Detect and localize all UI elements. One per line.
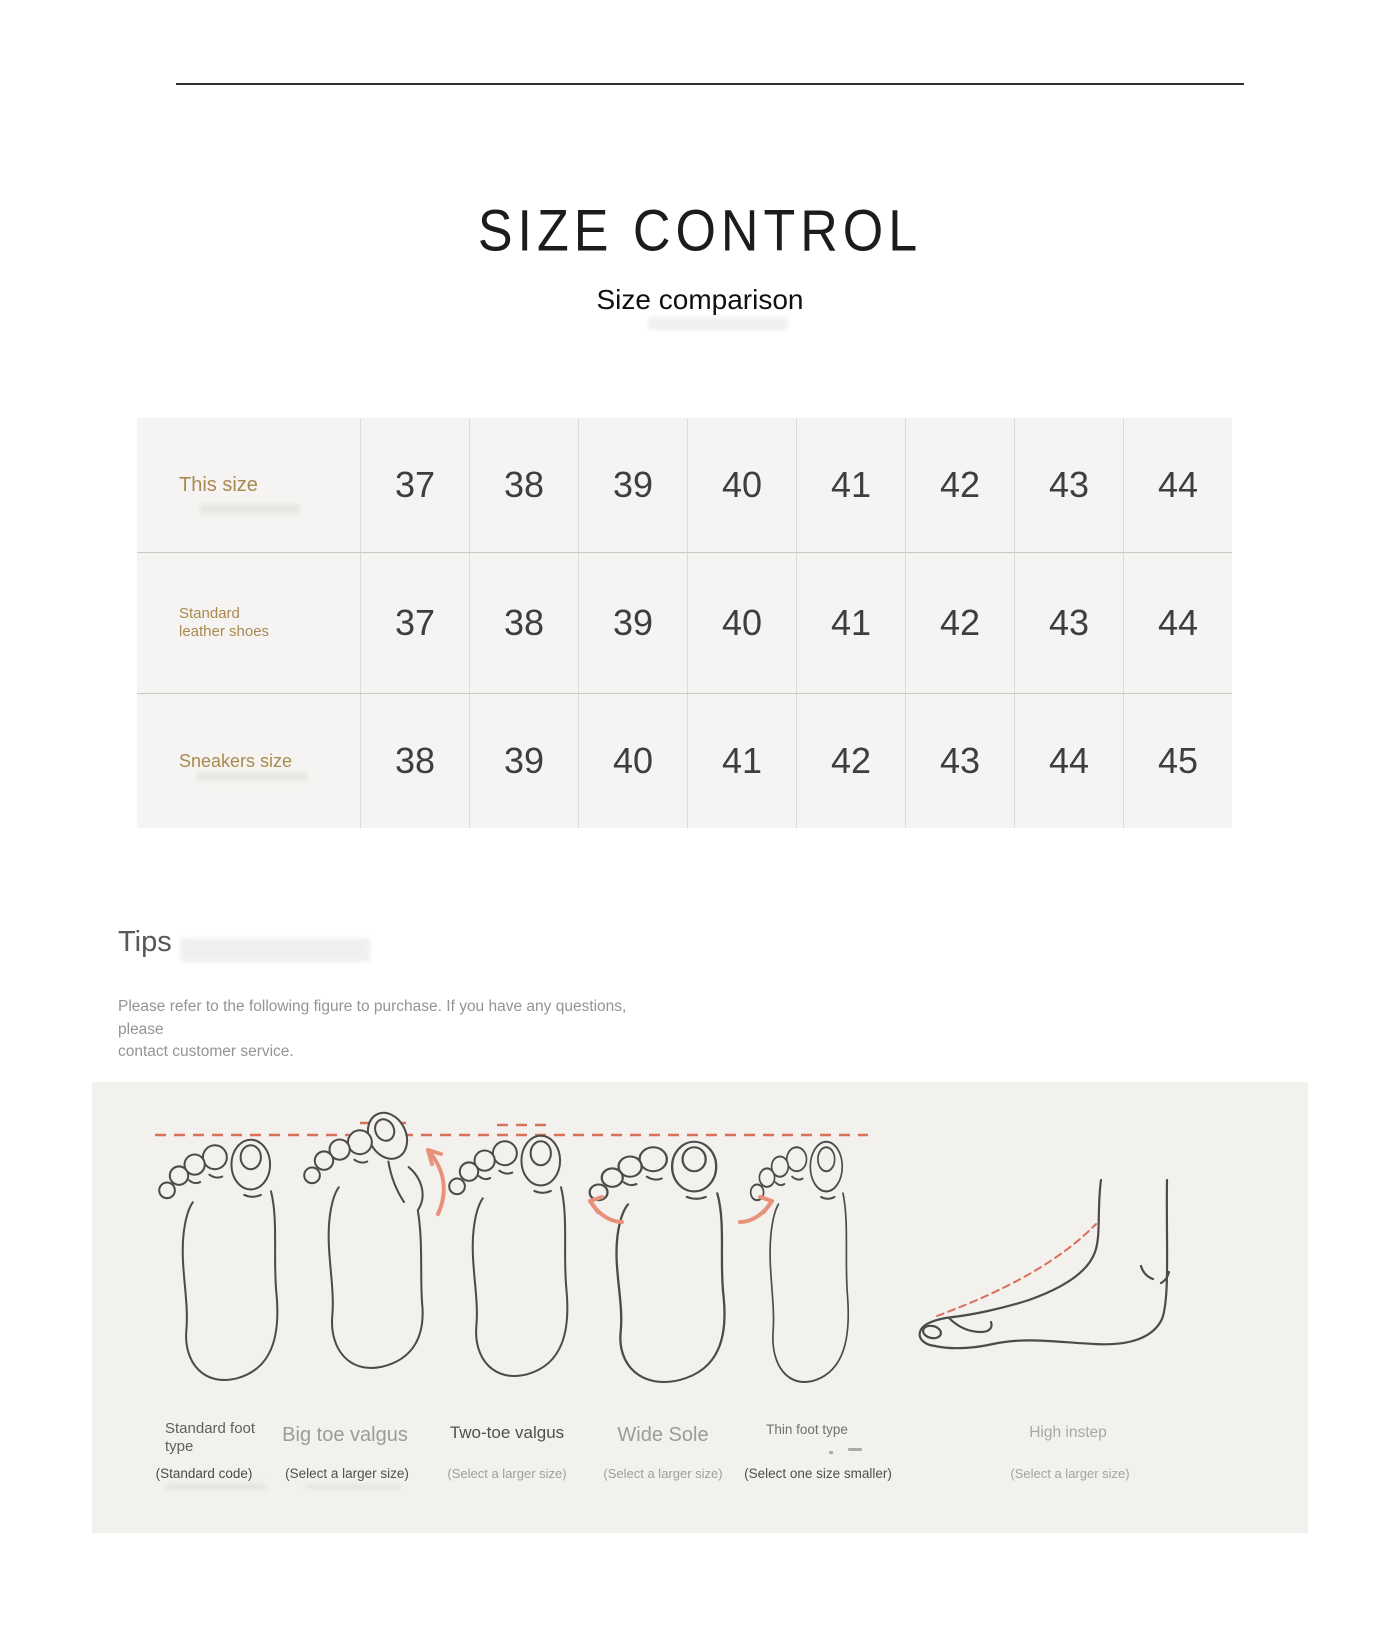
foot-caption-thin-foot: (Select one size smaller) (744, 1466, 892, 1481)
row-label-line: leather shoes (179, 623, 270, 640)
size-cell: 42 (796, 693, 905, 828)
size-cell: 38 (360, 693, 469, 828)
size-cell: 42 (905, 418, 1014, 552)
size-cell: 43 (905, 693, 1014, 828)
foot-two-toe-valgus-icon (449, 1136, 567, 1376)
foot-thin-icon (751, 1142, 849, 1382)
foot-caption-wide-sole: (Select a larger size) (603, 1466, 723, 1481)
size-cell: 43 (1014, 418, 1123, 552)
ghost-text-smudge (180, 938, 370, 962)
tips-body-line1: Please refer to the following figure to purchase. If you have any questions, please (118, 998, 627, 1038)
size-cell: 44 (1123, 418, 1232, 552)
foot-label-two-toe-valgus: Two-toe valgus (449, 1423, 565, 1442)
tips-heading: Tips (118, 926, 172, 958)
size-cell: 41 (796, 418, 905, 552)
row-label-line: Sneakers size (179, 750, 293, 771)
size-comparison-table (137, 418, 1232, 828)
size-cell: 45 (1123, 693, 1232, 828)
size-cell: 44 (1123, 552, 1232, 693)
size-cell: 37 (360, 418, 469, 552)
ghost-text-smudge (166, 1483, 266, 1490)
foot-caption-standard: (Standard code) (155, 1466, 253, 1481)
foot-label-thin-foot: Thin foot type (766, 1422, 848, 1437)
dashed-measure-line (155, 1123, 868, 1135)
row-label-line: This size (179, 473, 258, 496)
tips-body-line2: contact customer service. (118, 1043, 294, 1060)
foot-type-guide-panel (92, 1082, 1308, 1533)
ghost-text-smudge (196, 772, 308, 781)
size-cell: 38 (469, 552, 578, 693)
foot-label-standard: Standard foot type (165, 1420, 256, 1455)
foot-label-wide-sole: Wide Sole (617, 1424, 709, 1446)
foot-label-high-instep: High instep (1029, 1424, 1107, 1441)
wide-left-arrow (590, 1201, 622, 1222)
ghost-text-smudge (648, 317, 788, 330)
instep-dashed-line (937, 1224, 1096, 1316)
size-cell: 41 (796, 552, 905, 693)
ghost-dash-mark (829, 1451, 833, 1454)
size-cell: 39 (578, 418, 687, 552)
size-cell: 43 (1014, 552, 1123, 693)
size-cell: 41 (687, 693, 796, 828)
size-cell: 39 (578, 552, 687, 693)
size-cell: 39 (469, 693, 578, 828)
page-title: SIZE CONTROL (477, 199, 923, 265)
foot-standard-icon (159, 1140, 277, 1380)
foot-big-toe-valgus-icon (304, 1106, 422, 1368)
size-cell: 40 (687, 418, 796, 552)
foot-caption-two-toe-valgus: (Select a larger size) (447, 1466, 567, 1481)
foot-caption-big-toe-valgus: (Select a larger size) (285, 1466, 409, 1481)
ghost-text-smudge (306, 1484, 401, 1489)
ghost-dash-mark (848, 1448, 862, 1451)
top-divider (176, 83, 1244, 85)
foot-high-instep-icon (920, 1180, 1169, 1348)
size-cell: 40 (578, 693, 687, 828)
size-cell: 42 (905, 552, 1014, 693)
ghost-text-smudge (200, 504, 300, 514)
page-subtitle: Size comparison (596, 284, 804, 315)
size-cell: 37 (360, 552, 469, 693)
foot-label-big-toe-valgus: Big toe valgus (282, 1424, 408, 1446)
wide-right-arrow (740, 1201, 772, 1222)
foot-caption-high-instep: (Select a larger size) (1010, 1466, 1130, 1481)
size-cell: 38 (469, 418, 578, 552)
row-label-this-size (137, 418, 360, 552)
row-label-sneakers-size (137, 693, 360, 828)
row-label-standard-leather-shoes (137, 552, 360, 693)
foot-wide-sole-icon (590, 1142, 725, 1382)
row-label-line: Standard (179, 605, 240, 622)
size-cell: 40 (687, 552, 796, 693)
size-cell: 44 (1014, 693, 1123, 828)
tips-body (118, 996, 658, 1064)
